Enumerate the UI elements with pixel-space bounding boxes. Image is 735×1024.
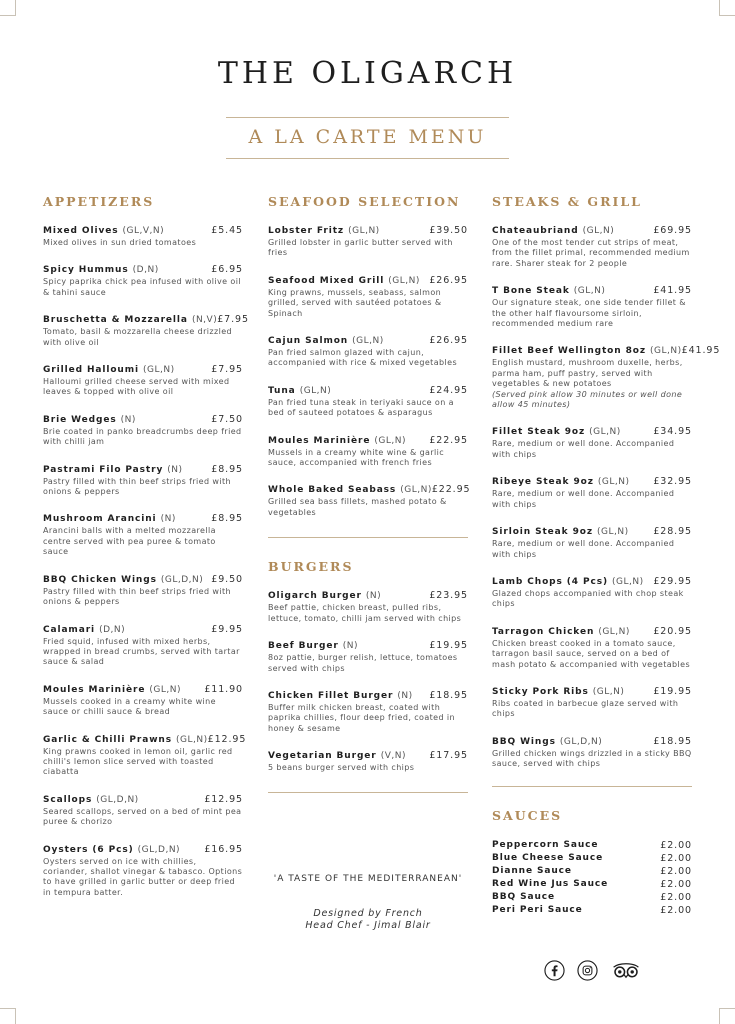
menu-item xyxy=(268,435,468,469)
menu-item-header xyxy=(492,576,692,587)
menu-item-name xyxy=(268,641,358,651)
menu-item-price: £12.95 xyxy=(207,733,247,745)
menu-item-description: Halloumi grilled cheese served with mixed leaves & topped with olive oil xyxy=(43,377,230,397)
menu-item-price: £5.45 xyxy=(211,225,243,236)
menu-item-header xyxy=(43,414,243,425)
menu-item-price: £41.95 xyxy=(681,345,721,357)
menu-item-name xyxy=(43,415,136,425)
menu-item xyxy=(268,484,471,518)
menu-item xyxy=(268,275,468,319)
chef-credit xyxy=(266,908,470,932)
menu-item-title: Vegetarian Burger xyxy=(268,751,377,762)
menu-item-header xyxy=(492,345,721,357)
menu-item-price: £9.50 xyxy=(211,573,243,585)
menu-item-header xyxy=(268,385,468,396)
menu-item-price: £24.95 xyxy=(429,384,468,396)
menu-item-name xyxy=(492,627,630,637)
menu-item-title: Scallops xyxy=(43,794,93,805)
tagline: 'A TASTE OF THE MEDITERRANEAN' xyxy=(273,874,463,884)
menu-item xyxy=(43,264,243,298)
menu-item-price: £9.95 xyxy=(211,623,243,635)
menu-item-header xyxy=(268,275,468,286)
tripadvisor-icon[interactable] xyxy=(610,960,642,981)
menu-item-name xyxy=(268,386,331,396)
menu-item-description: Grilled lobster in garlic butter served with fries xyxy=(268,238,453,258)
menu-item-name xyxy=(268,226,380,236)
dietary-tags: (GL,N) xyxy=(650,346,682,357)
menu-item-header xyxy=(43,364,243,375)
section-title-seafood: SEAFOOD SELECTION xyxy=(268,194,461,209)
crop-mark-top-left xyxy=(0,0,16,16)
menu-item-title: BBQ Wings xyxy=(492,736,556,747)
menu-item-description: Mixed olives in sun dried tomatoes xyxy=(43,238,197,247)
menu-item-title: Tarragon Chicken xyxy=(492,626,595,637)
menu-item-price: £26.95 xyxy=(429,274,468,286)
menu-item-name xyxy=(43,465,183,475)
menu-item xyxy=(43,844,243,899)
dietary-tags: (GL,N) xyxy=(589,427,621,438)
menu-item-header xyxy=(492,736,692,747)
menu-item-description: Pan fried salmon glazed with cajun, accompanied with rice & mixed vegetables xyxy=(268,348,458,368)
dietary-tags: (N) xyxy=(342,641,359,652)
menu-item-header xyxy=(268,690,468,701)
menu-item-name xyxy=(43,265,159,275)
menu-item-description: 8oz pattie, burger relish, lettuce, tomatoes served with chips xyxy=(268,653,458,673)
menu-item-price: £12.95 xyxy=(204,793,243,805)
menu-item-price: £28.95 xyxy=(653,526,692,538)
dietary-tags: (GL,N) xyxy=(176,734,208,745)
menu-item xyxy=(268,225,468,259)
menu-item-name xyxy=(268,691,413,701)
menu-item-header xyxy=(492,476,692,487)
header-rule-top xyxy=(226,117,509,118)
menu-item-name xyxy=(43,795,139,805)
menu-item-price: £34.95 xyxy=(653,426,692,438)
menu-item-title: Beef Burger xyxy=(268,641,339,652)
header-rule-bottom xyxy=(226,158,509,159)
menu-item-header xyxy=(43,314,249,326)
menu-item-description: King prawns, mussels, seabass, salmon grilled, served with sautéed potatoes & Spinach xyxy=(268,287,442,318)
menu-item-header xyxy=(43,513,243,524)
dietary-tags: (N) xyxy=(167,464,183,475)
menu-item-description: King prawns cooked in lemon oil, garlic red chilli's lemon slice served with toasted ciabatta xyxy=(43,746,233,777)
menu-item-header xyxy=(268,640,468,651)
dietary-tags: (GL,N) xyxy=(143,365,175,376)
sauces-list xyxy=(492,839,692,917)
menu-item-description: Oysters served on ice with chillies, coriander, shallot vinegar & tabasco. Options to have grilled in garlic butter or deep fried in tempura batter. xyxy=(43,856,243,897)
menu-item-description: Our signature steak, one side tender fillet & the other half flavoursome sirloin, recommended medium rare xyxy=(492,298,686,329)
crop-mark-bottom-left xyxy=(0,1008,16,1024)
dietary-tags: (V,N) xyxy=(380,751,406,762)
menu-item-header xyxy=(43,464,243,475)
menu-item-description: English mustard, mushroom duxelle, herbs, parma ham, puff pastry, served with vegetables & new potatoes xyxy=(492,358,683,389)
dietary-tags: (GL,N) xyxy=(573,286,606,297)
menu-item-title: Mixed Olives xyxy=(43,226,119,236)
menu-item xyxy=(43,414,243,448)
menu-item xyxy=(43,574,243,608)
menu-item xyxy=(492,285,692,329)
dietary-tags: (GL,D,N) xyxy=(96,794,139,805)
section-divider xyxy=(492,786,692,787)
menu-item-description: Pastry filled with thin beef strips fried with onions & peppers xyxy=(43,586,231,607)
menu-item-header xyxy=(43,225,243,236)
dietary-tags: (D,N) xyxy=(132,265,159,276)
menu-item xyxy=(268,385,468,419)
menu-item-description: Buffer milk chicken breast, coated with paprika chillies, flour deep fried, coated in honey & sesame xyxy=(268,702,456,733)
menu-item-header xyxy=(268,335,468,346)
crop-mark-bottom-right xyxy=(719,1008,735,1024)
dietary-tags: (N) xyxy=(365,591,382,602)
menu-item xyxy=(492,736,692,770)
menu-item-title: Garlic & Chilli Prawns xyxy=(43,734,172,745)
menu-item-price: £6.95 xyxy=(211,264,243,276)
menu-item-name xyxy=(268,276,420,286)
appetizers-list xyxy=(43,225,249,898)
menu-item-description: Chicken breast cooked in a tomato sauce, tarragon basil sauce, served on a bed of mash potato & accompanied with vegetables xyxy=(492,638,691,669)
dietary-tags: (GL,N) xyxy=(597,477,630,488)
menu-item-header xyxy=(43,574,243,585)
menu-item-name xyxy=(268,751,406,761)
sauce-name: Peppercorn Sauce xyxy=(492,840,599,851)
menu-item-price: £7.95 xyxy=(211,364,243,376)
menu-item xyxy=(492,476,692,510)
seafood-burgers-column xyxy=(268,194,471,793)
sauce-price: £2.00 xyxy=(660,865,692,877)
steaks-list xyxy=(492,225,721,770)
dietary-tags: (GL,N) xyxy=(598,626,630,637)
dietary-tags: (GL,V,N) xyxy=(122,226,165,236)
chef-credit-line-2: Head Chef - Jimal Blair xyxy=(305,920,431,931)
menu-item-description: Rare, medium or well done. Accompanied with chips xyxy=(492,439,675,459)
menu-item-title: Cajun Salmon xyxy=(268,336,349,347)
menu-item xyxy=(492,576,692,610)
menu-item-name xyxy=(492,527,629,537)
menu-item-title: Spicy Hummus xyxy=(43,265,129,276)
dietary-tags: (N) xyxy=(120,414,136,425)
menu-item-name xyxy=(43,514,176,524)
menu-item-title: Fillet Steak 9oz xyxy=(492,427,586,438)
social-links xyxy=(544,960,642,981)
sauce-price: £2.00 xyxy=(660,904,692,916)
section-title-burgers: BURGERS xyxy=(268,559,354,575)
section-divider xyxy=(268,792,468,793)
menu-item-name xyxy=(492,477,630,487)
menu-item-name xyxy=(492,226,614,236)
facebook-icon[interactable] xyxy=(544,960,565,981)
menu-item-description: Mussels in a creamy white wine & garlic sauce, accompanied with french fries xyxy=(268,447,445,468)
dietary-tags: (GL,N) xyxy=(400,485,432,496)
menu-item-price: £18.95 xyxy=(653,735,692,747)
burgers-list xyxy=(268,590,468,773)
menu-item-price: £22.95 xyxy=(431,484,471,496)
dietary-tags: (N) xyxy=(397,690,413,701)
menu-item-title: Sticky Pork Ribs xyxy=(492,686,589,697)
menu-item-description: Tomato, basil & mozzarella cheese drizzled with olive oil xyxy=(43,327,233,347)
menu-item-name xyxy=(268,336,384,346)
sauce-name: Red Wine Jus Sauce xyxy=(492,879,609,890)
dietary-tags: (GL,N) xyxy=(597,527,629,538)
sauce-price: £2.00 xyxy=(660,878,692,890)
menu-item-title: Chicken Fillet Burger xyxy=(268,690,394,701)
menu-item-header xyxy=(492,225,692,236)
menu-item xyxy=(268,690,468,734)
menu-item-description: Beef pattie, chicken breast, pulled ribs, lettuce, tomato, chilli jam served with chips xyxy=(268,603,462,623)
menu-item xyxy=(43,314,249,348)
sauce-name: Blue Cheese Sauce xyxy=(492,853,604,864)
menu-item xyxy=(43,464,243,498)
instagram-icon[interactable] xyxy=(577,960,598,981)
menu-item-description: Grilled chicken wings drizzled in a sticky BBQ sauce, served with chips xyxy=(492,748,692,769)
menu-item xyxy=(268,335,468,369)
menu-item-header xyxy=(43,684,243,695)
menu-item-price: £41.95 xyxy=(653,285,692,297)
menu-item-price: £20.95 xyxy=(653,625,692,637)
menu-item-price: £26.95 xyxy=(429,335,468,347)
menu-item-header xyxy=(268,435,468,446)
menu-item xyxy=(43,624,243,668)
section-title-sauces: SAUCES xyxy=(492,807,563,823)
menu-item xyxy=(43,513,243,557)
menu-item-title: Ribeye Steak 9oz xyxy=(492,477,594,488)
menu-item-price: £39.50 xyxy=(429,225,468,236)
menu-item-description: 5 beans burger served with chips xyxy=(268,763,415,773)
dietary-tags: (GL,N) xyxy=(348,226,380,236)
menu-item-description: Mussels cooked in a creamy white wine sauce or chilli sauce & bread xyxy=(43,696,216,717)
menu-item xyxy=(43,794,243,828)
menu-item-description: Spicy paprika chick pea infused with olive oil & tahini sauce xyxy=(43,277,241,297)
section-title-steaks: STEAKS & GRILL xyxy=(492,194,642,209)
menu-item-name xyxy=(268,436,406,446)
menu-item-title: Tuna xyxy=(268,385,296,396)
menu-item xyxy=(43,364,243,398)
menu-item xyxy=(43,733,247,778)
sauce-price: £2.00 xyxy=(660,852,692,864)
dietary-tags: (GL,N) xyxy=(592,686,625,697)
menu-item-description: One of the most tender cut strips of meat, from the fillet primal, recommended medium rare. Sharer steak for 2 people xyxy=(492,238,690,268)
menu-item-note: (Served pink allow 30 minutes or well done allow 45 minutes) xyxy=(492,389,683,410)
menu-item-title: Oligarch Burger xyxy=(268,591,362,602)
menu-item-title: Grilled Halloumi xyxy=(43,365,139,376)
menu-item-title: Whole Baked Seabass xyxy=(268,485,397,496)
menu-item-name xyxy=(43,845,180,855)
menu-item-name xyxy=(43,625,125,635)
menu-item-price: £7.95 xyxy=(217,314,249,326)
menu-item-header xyxy=(43,794,243,805)
menu-item-description: Rare, medium or well done. Accompanied with chips xyxy=(492,489,675,509)
menu-item-description: Pan fried tuna steak in teriyaki sauce on a bed of sauteed potatoes & asparagus xyxy=(268,397,454,418)
menu-item-price: £69.95 xyxy=(653,225,692,236)
sauce-item xyxy=(492,878,692,891)
menu-item-title: Lobster Fritz xyxy=(268,226,345,236)
menu-item xyxy=(268,640,468,674)
menu-item-name xyxy=(43,365,175,375)
menu-item-price: £11.90 xyxy=(204,683,243,695)
menu-item-name xyxy=(492,427,621,437)
menu-item xyxy=(268,590,468,624)
steaks-sauces-column xyxy=(492,194,721,917)
seafood-list xyxy=(268,225,471,518)
dietary-tags: (N) xyxy=(160,514,176,525)
menu-item-header xyxy=(492,426,692,437)
menu-item-header xyxy=(43,733,247,745)
dietary-tags: (GL,N) xyxy=(149,684,181,695)
menu-item-name xyxy=(492,286,605,296)
menu-item xyxy=(43,225,243,248)
menu-item-header xyxy=(43,844,243,855)
sauce-item xyxy=(492,839,692,852)
menu-item-price: £8.95 xyxy=(211,463,243,475)
chef-credit-line-1: Designed by French xyxy=(313,908,423,919)
menu-item-price: £16.95 xyxy=(204,843,243,855)
menu-item-header xyxy=(268,590,468,601)
crop-mark-top-right xyxy=(719,0,735,16)
menu-item xyxy=(492,345,721,410)
section-divider xyxy=(268,537,468,538)
section-title-appetizers: APPETIZERS xyxy=(43,194,155,209)
dietary-tags: (GL,N) xyxy=(612,576,644,587)
menu-item xyxy=(268,750,468,773)
menu-item-title: Fillet Beef Wellington 8oz xyxy=(492,346,646,357)
menu-item-name xyxy=(492,346,682,356)
dietary-tags: (GL,N) xyxy=(582,226,615,236)
menu-subtitle: A LA CARTE MENU xyxy=(248,126,487,148)
sauce-item xyxy=(492,865,692,878)
menu-item-title: BBQ Chicken Wings xyxy=(43,574,157,585)
dietary-tags: (D,N) xyxy=(99,624,126,635)
menu-item-title: Brie Wedges xyxy=(43,414,117,425)
menu-item xyxy=(492,426,692,460)
menu-item-price: £19.95 xyxy=(653,685,692,697)
menu-item-description: Glazed chops accompanied with chop steak chips xyxy=(492,588,684,609)
menu-item-name xyxy=(43,685,181,695)
menu-item-title: Oysters (6 Pcs) xyxy=(43,844,134,855)
menu-item-header xyxy=(43,624,243,635)
menu-item-name xyxy=(492,737,602,747)
sauce-name: Dianne Sauce xyxy=(492,866,572,877)
menu-item-header xyxy=(492,626,692,637)
dietary-tags: (GL,N) xyxy=(352,336,384,347)
menu-item-name xyxy=(268,591,381,601)
menu-item-title: Moules Marinière xyxy=(43,684,146,695)
menu-item-name xyxy=(43,575,203,585)
menu-item-name xyxy=(43,315,217,325)
menu-item-header xyxy=(43,264,243,275)
menu-item-price: £32.95 xyxy=(653,476,692,488)
menu-item-title: T Bone Steak xyxy=(492,286,570,297)
dietary-tags: (N,V) xyxy=(191,315,218,326)
sauce-item xyxy=(492,852,692,865)
sauce-name: BBQ Sauce xyxy=(492,892,556,903)
menu-item-price: £19.95 xyxy=(429,640,468,652)
menu-item-name xyxy=(492,687,624,697)
dietary-tags: (GL,D,N) xyxy=(559,736,603,747)
menu-item-title: Moules Marinière xyxy=(268,435,371,446)
menu-item-description: Seared scallops, served on a bed of mint pea puree & chorizo xyxy=(43,806,242,827)
dietary-tags: (GL,N) xyxy=(374,435,406,446)
sauce-price: £2.00 xyxy=(660,839,692,851)
menu-item xyxy=(492,626,692,670)
menu-item-header xyxy=(268,225,468,236)
sauce-item xyxy=(492,904,692,917)
menu-item-title: Seafood Mixed Grill xyxy=(268,275,385,286)
sauce-name: Peri Peri Sauce xyxy=(492,905,583,916)
menu-item xyxy=(43,684,243,718)
menu-item-price: £29.95 xyxy=(653,575,692,587)
menu-item-name xyxy=(43,226,164,236)
sauce-item xyxy=(492,891,692,904)
menu-item-name xyxy=(492,577,644,587)
menu-item-description: Arancini balls with a melted mozzarella centre served with pea puree & tomato sauce xyxy=(43,526,216,557)
dietary-tags: (GL,D,N) xyxy=(137,844,181,855)
menu-item-header xyxy=(268,484,471,496)
menu-item-description: Fried squid, infused with mixed herbs, wrapped in bread crumbs, served with tartar sauce & salad xyxy=(43,636,240,667)
menu-item xyxy=(492,526,692,560)
menu-item-description: Rare, medium or well done. Accompanied with chips xyxy=(492,539,675,559)
menu-item-title: Sirloin Steak 9oz xyxy=(492,527,593,538)
menu-item-title: Bruschetta & Mozzarella xyxy=(43,315,188,326)
menu-item-header xyxy=(268,750,468,761)
dietary-tags: (GL,D,N) xyxy=(160,574,204,585)
menu-item-price: £23.95 xyxy=(429,590,468,602)
menu-item xyxy=(492,225,692,269)
menu-item-header xyxy=(492,526,692,537)
brand-title: THE OLIGARCH xyxy=(217,56,518,91)
menu-item-name xyxy=(268,485,432,495)
menu-item-price: £8.95 xyxy=(211,513,243,525)
menu-item-description: Grilled sea bass fillets, mashed potato & vegetables xyxy=(268,497,447,517)
sauce-price: £2.00 xyxy=(660,891,692,903)
menu-item-price: £7.50 xyxy=(211,413,243,425)
menu-item-header xyxy=(492,285,692,296)
dietary-tags: (GL,N) xyxy=(388,275,420,286)
menu-item-title: Lamb Chops (4 Pcs) xyxy=(492,576,608,587)
menu-item-title: Chateaubriand xyxy=(492,226,579,236)
menu-item-title: Calamari xyxy=(43,624,96,635)
menu-item-description: Brie coated in panko breadcrumbs deep fried with chilli jam xyxy=(43,426,242,447)
menu-item-price: £17.95 xyxy=(429,750,468,762)
appetizers-column xyxy=(43,194,249,914)
menu-item-price: £22.95 xyxy=(429,434,468,446)
menu-item-title: Pastrami Filo Pastry xyxy=(43,464,164,475)
menu-item xyxy=(492,686,692,720)
menu-item-name xyxy=(43,735,208,745)
menu-item-price: £18.95 xyxy=(429,689,468,701)
dietary-tags: (GL,N) xyxy=(299,385,332,396)
menu-item-header xyxy=(492,686,692,697)
menu-item-description: Ribs coated in barbecue glaze served with chips xyxy=(492,698,679,719)
menu-item-description: Pastry filled with thin beef strips fried with onions & peppers xyxy=(43,476,231,497)
menu-item-title: Mushroom Arancini xyxy=(43,514,157,525)
